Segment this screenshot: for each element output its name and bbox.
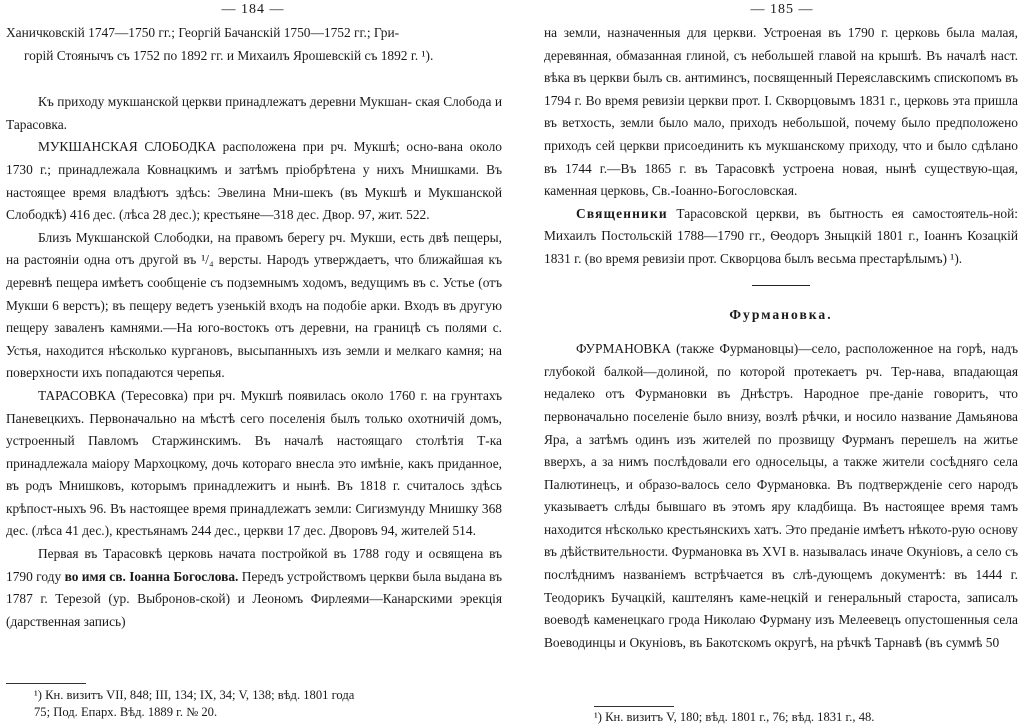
paragraph: ФУРМАНОВКА (также Фурмановцы)—село, расположенное на горѣ, надъ глубокой балкой—долиной, по которой протекаетъ рч. Тер-нава, впадающая недалеко отъ Фурмановки въ Днѣстръ. Народное пре-даніе говоритъ, что первоначально поселеніе было внизу, возлѣ рѣчки, и носило название Дамьянова Яра, а затѣмъ одинъ изъ жителей по прозвищу Фурманъ перешелъ на житье вверхъ, а за нимъ послѣдовали его односельцы, а также жители сосѣдняго села Палютинецъ, и образо-валось село Фурмановка. Въ подтвержденіе сего народъ указываетъ слѣды бывшаго въ этомъ яру кладбища. Въ настоящее время тамъ находится нѣсколько крестьянскихъ хатъ. Это преданіе имѣетъ нѣкото-рую основу въ дѣйствительности. Фурмановка въ XVI в. называлась иначе Окуніовъ, а село съ послѣднимъ названіемъ встрѣчается въ слѣ-дующемъ документѣ: въ 1444 г. Теодорикъ Бучацкій, каштелянъ каме-нецкій и генеральный староста, записалъ воеводѣ каменецкаго грода Николаю Фурману изъ Мелеевецъ опустошенныя села Воеводинцы и Окуніовъ, въ Бакотскомъ округѣ, на рѣчкѣ Тарнавѣ (въ суммѣ 50 [544,341,1018,650]
paragraph [6,543,502,633]
page-number: — 184 — [221,2,285,17]
bold-text: во имя св. Іоанна Богослова. [64,568,239,584]
page-body [6,22,502,633]
text-line: Къ приходу мукшанской церкви принадлежатъ деревни Мукшан- [38,94,412,110]
page-number: — 185 — [750,2,814,17]
footnote-line: ¹) Кн. визитъ VII, 848; III, 134; IX, 34; V, 138; вѣд. 1801 года [34,688,355,702]
left-page [0,0,506,728]
section-divider [752,285,810,286]
paragraph [6,91,502,136]
section-divider-wrap [544,285,1018,286]
footnote-divider [6,683,86,684]
text-line: горій Стоянычъ съ 1752 по 1892 гг. и Михаилъ Ярошевскій съ 1892 г. ¹). [24,47,434,63]
text-line: ская Слобода и Тарасовка. [6,94,502,132]
footnote-line: ¹) Кн. визитъ V, 180; вѣд. 1801 г., 76; вѣд. 1831 г., 48. [594,710,875,724]
paragraph: на земли, назначенныя для церкви. Устроеная въ 1790 г. церковь была малая, деревянная, обмазанная глиной, съ небольшей главой на крышѣ. Въ началѣ наст. вѣка въ церкви былъ св. антиминсъ, посвященный Переяславскимъ спископомъ въ 1794 г. Во время ревизіи церкви прот. I. Скворцовымъ 1831 г., церковь эта пришла въ ветхость, земли было мало, приходъ небольшой, почему было предположено приходъ сей церкви присоединить къ мукшанскому приходу, что и было сдѣлано въ 1744 г.—Въ 1865 г. въ Тарасовкѣ устроена новая, нынѣ существую-щая, каменная церковь, Св.-Іоанно-Богословская. [544,25,1018,199]
footnote-divider [594,706,674,707]
paragraph: Близъ Мукшанской Слободки, на правомъ берегу рч. Мукши, есть двѣ пещеры, на растояніи одна отъ другой въ ¹/₄ версты. Народъ утверждаетъ, что ближайшая къ деревнѣ пещера имѣетъ сообщеніе съ подземнымъ ходомъ, ведущимъ въ с. Устье (отъ Мукши 6 верстъ); въ пещеру ведетъ узенькій входъ на подобіе арки. Входъ въ другую пещеру заваленъ камнями.—На юго-востокъ отъ деревни, на границѣ съ полями с. Устья, находится нѣсколько кургановъ, высыпанныхъ изъ земли и мелкаго камня; на поверхности ихъ попадаются черепья. [6,229,502,381]
spaced-text: Священники [576,205,668,221]
footnote [594,709,1020,726]
page-body [544,22,1018,654]
paragraph [544,203,1018,271]
footnote [34,687,502,721]
section-heading: Фурмановка. [729,306,833,322]
right-page [540,0,1024,728]
footnote-line: 75; Под. Епарх. Вѣд. 1889 г. № 20. [34,705,218,719]
text-run: Тарасовской церкви, въ бытность ея самостоятель-ной: Михаилъ Постольскій 1788—1790 гг., Ѳеодоръ Зныцкій 1801 г., Іоаннъ Козацкій 1831 г. (во время ревизіи прот. Скворцова былъ весьма престарѣлымъ) ¹). [544,205,1018,266]
text-line: Ханичковскій 1747—1750 гг.; Георгій Бачанскій 1750—1752 гг.; Гри- [6,25,400,40]
paragraph: ТАРАСОВКА (Тересовка) при рч. Мукшѣ появилась около 1760 г. на грунтахъ Паневецкихъ. Первоначально на мѣстѣ сего поселенія былъ только охотничій домъ, устроенный Павломъ Старжинскимъ. Въ началѣ настоящаго столѣтія Т-ка принадлежала маіору Мархоцкому, дочь котораго внесла это имѣніе, какъ приданное, въ родъ Мнишковъ, которымъ принадлежитъ и нынѣ. Въ 1818 г. считалось здѣсь крѣпост-ныхъ 96. Въ настоящее время принадлежатъ земли: Сигизмунду Мнишку 368 дес. (лѣса 41 дес.), крестьянамъ 244 дес., церкви 17 дес. Дворовъ 94, жителей 514. [6,387,502,539]
text-run: Передъ устройствомъ церкви была выдана въ 1787 г. Терезой (ур. Выбронов-ской) и Леономъ Фирлеями—Канарскими эрекція (дарственная запись) [6,568,503,629]
text-run: Первая въ Тарасовкѣ церковь начата постройкой въ 1788 году и освящена въ 1790 году [6,546,502,584]
paragraph: МУКШАНСКАЯ СЛОБОДКА расположена при рч. Мукшѣ; осно-вана около 1730 г.; принадлежала Ковнацкимъ и затѣмъ пріобрѣтена у нихъ Мнишками. Въ настоящее время владѣютъ здѣсь: Эвелина Мни-шекъ (въ Мукшѣ и Мукшанской Слободкѣ) 416 дес. (лѣса 28 дес.); крестьяне—318 дес. Двор. 97, жит. 522. [6,139,502,223]
